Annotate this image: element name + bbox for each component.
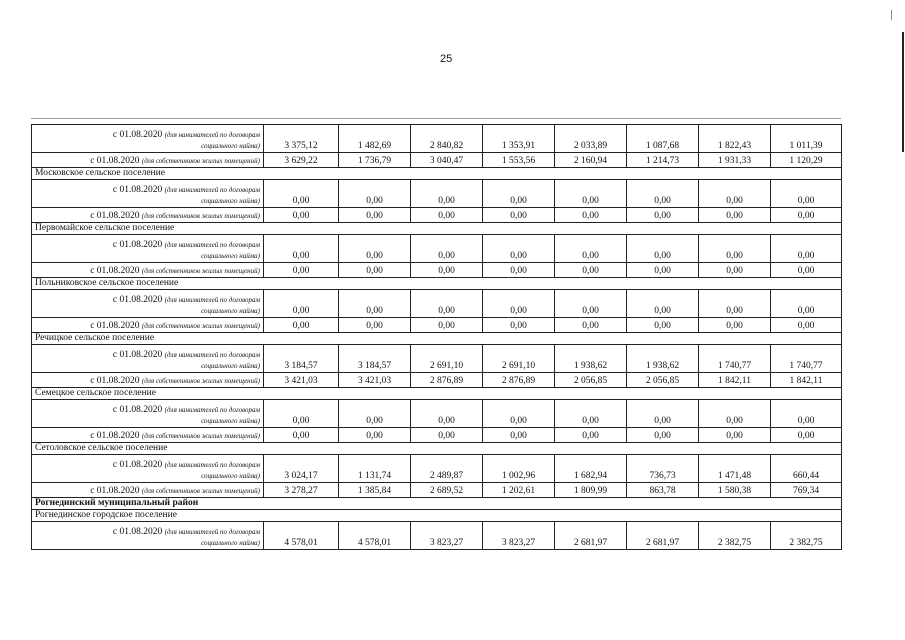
tariff-value: 0,00 (483, 318, 555, 333)
label-note-line1: (для нанимателей по договорам (164, 406, 260, 414)
tariff-value: 0,00 (771, 428, 842, 443)
tenant-tariff-row (32, 290, 842, 318)
district-name: Рогнединский муниципальный район (32, 498, 842, 510)
label-note: (для собственников жилых помещений) (141, 432, 260, 440)
settlement-header-row (32, 510, 842, 522)
tariff-value: 0,00 (699, 400, 771, 428)
settlement-name: Польниковское сельское поселение (32, 278, 842, 290)
settlement-header-row (32, 168, 842, 180)
tariff-value: 0,00 (411, 180, 483, 208)
tariff-value: 863,78 (627, 483, 699, 498)
row-label (32, 153, 264, 168)
settlement-name: Первомайское сельское поселение (32, 223, 842, 235)
label-note-line1: (для нанимателей по договорам (164, 186, 260, 194)
tariff-value: 0,00 (339, 290, 411, 318)
tariff-value: 0,00 (699, 318, 771, 333)
tariff-value: 1 842,11 (771, 373, 842, 388)
label-note-line1: (для нанимателей по договорам (164, 461, 260, 469)
settlement-name: Рогнединское городское поселение (32, 510, 842, 522)
tariff-value: 0,00 (771, 208, 842, 223)
tariff-value: 0,00 (555, 428, 627, 443)
row-label (32, 345, 264, 373)
tariff-value: 0,00 (264, 290, 339, 318)
date-prefix: с 01.08.2020 (112, 460, 163, 470)
label-note: (для собственников жилых помещений) (141, 157, 260, 165)
date-prefix: с 01.08.2020 (112, 527, 163, 537)
row-label (32, 208, 264, 223)
date-prefix: с 01.08.2020 (90, 266, 140, 276)
row-label (32, 428, 264, 443)
tariff-value: 0,00 (411, 400, 483, 428)
label-note-line2: социального найма) (201, 307, 260, 315)
district-header-row (32, 498, 842, 510)
label-note: (для собственников жилых помещений) (141, 267, 260, 275)
tariff-value: 0,00 (411, 235, 483, 263)
tariff-value: 3 278,27 (264, 483, 339, 498)
tariff-value: 0,00 (264, 263, 339, 278)
tariff-value: 0,00 (264, 428, 339, 443)
tariff-value: 3 629,22 (264, 153, 339, 168)
tariff-value: 3 375,12 (264, 125, 339, 153)
label-note-line2: социального найма) (201, 472, 260, 480)
tariff-value: 1 353,91 (483, 125, 555, 153)
label-note-line2: социального найма) (201, 417, 260, 425)
tariff-value: 0,00 (411, 263, 483, 278)
tariff-value: 0,00 (771, 263, 842, 278)
tariff-value: 0,00 (339, 318, 411, 333)
tariff-value: 0,00 (483, 263, 555, 278)
date-prefix: с 01.08.2020 (112, 350, 163, 360)
tariff-value: 2 691,10 (411, 345, 483, 373)
tariff-value: 0,00 (555, 208, 627, 223)
owner-tariff-row (32, 483, 842, 498)
tariff-value: 2 489,87 (411, 455, 483, 483)
tariff-value: 0,00 (339, 180, 411, 208)
tariff-value: 1 120,29 (771, 153, 842, 168)
tariff-value: 0,00 (411, 208, 483, 223)
date-prefix: с 01.08.2020 (112, 295, 163, 305)
table-body (32, 125, 842, 550)
date-prefix: с 01.08.2020 (112, 405, 163, 415)
label-note-line1: (для нанимателей по договорам (164, 131, 260, 139)
tariff-value: 2 876,89 (483, 373, 555, 388)
date-prefix: с 01.08.2020 (112, 185, 163, 195)
tariff-value: 0,00 (771, 180, 842, 208)
tariff-value: 2 056,85 (627, 373, 699, 388)
date-prefix: с 01.08.2020 (90, 376, 140, 386)
tariff-value: 736,73 (627, 455, 699, 483)
date-prefix: с 01.08.2020 (90, 211, 140, 221)
tariff-value: 0,00 (411, 428, 483, 443)
owner-tariff-row (32, 428, 842, 443)
tariff-value: 1 740,77 (771, 345, 842, 373)
tariff-value: 2 681,97 (555, 522, 627, 550)
row-label (32, 290, 264, 318)
label-note: (для собственников жилых помещений) (141, 377, 260, 385)
row-label (32, 318, 264, 333)
tariff-value: 1 202,61 (483, 483, 555, 498)
row-label (32, 483, 264, 498)
tenant-tariff-row (32, 455, 842, 483)
row-label (32, 235, 264, 263)
tenant-tariff-row (32, 345, 842, 373)
tariff-table (31, 124, 842, 550)
tariff-value: 1 553,56 (483, 153, 555, 168)
tariff-value: 3 184,57 (339, 345, 411, 373)
label-note-line2: социального найма) (201, 142, 260, 150)
owner-tariff-row (32, 208, 842, 223)
tariff-value: 0,00 (483, 180, 555, 208)
tariff-value: 1 011,39 (771, 125, 842, 153)
tariff-value: 1 214,73 (627, 153, 699, 168)
tenant-tariff-row (32, 400, 842, 428)
tenant-tariff-row (32, 522, 842, 550)
tariff-value: 0,00 (264, 235, 339, 263)
tariff-value: 1 385,84 (339, 483, 411, 498)
row-label (32, 263, 264, 278)
tariff-value: 1 822,43 (699, 125, 771, 153)
settlement-name: Сетоловское сельское поселение (32, 443, 842, 455)
tariff-value: 0,00 (483, 428, 555, 443)
label-note-line2: социального найма) (201, 539, 260, 547)
tariff-value: 1 736,79 (339, 153, 411, 168)
tariff-value: 0,00 (339, 428, 411, 443)
date-prefix: с 01.08.2020 (112, 130, 163, 140)
label-note: (для собственников жилых помещений) (141, 322, 260, 330)
tariff-value: 2 876,89 (411, 373, 483, 388)
settlement-name: Речицкое сельское поселение (32, 333, 842, 345)
row-label (32, 455, 264, 483)
tariff-value: 3 040,47 (411, 153, 483, 168)
tariff-value: 1 938,62 (627, 345, 699, 373)
settlement-header-row (32, 278, 842, 290)
tenant-tariff-row (32, 235, 842, 263)
tariff-value: 0,00 (771, 400, 842, 428)
tariff-value: 0,00 (627, 263, 699, 278)
tariff-value: 0,00 (627, 400, 699, 428)
label-note-line1: (для нанимателей по договорам (164, 296, 260, 304)
tenant-tariff-row (32, 180, 842, 208)
scan-artifact (891, 10, 892, 20)
tariff-value: 0,00 (555, 290, 627, 318)
tariff-value: 1 842,11 (699, 373, 771, 388)
row-label (32, 522, 264, 550)
date-prefix: с 01.08.2020 (90, 321, 140, 331)
tariff-value: 0,00 (264, 318, 339, 333)
tariff-value: 0,00 (483, 400, 555, 428)
label-note-line1: (для нанимателей по договорам (164, 351, 260, 359)
tariff-value: 3 421,03 (339, 373, 411, 388)
date-prefix: с 01.08.2020 (90, 431, 140, 441)
tariff-value: 1 682,94 (555, 455, 627, 483)
tariff-value: 2 382,75 (699, 522, 771, 550)
tariff-value: 0,00 (627, 318, 699, 333)
row-label (32, 400, 264, 428)
tariff-value: 0,00 (339, 400, 411, 428)
tariff-value: 0,00 (699, 428, 771, 443)
tariff-value: 4 578,01 (264, 522, 339, 550)
label-note: (для собственников жилых помещений) (141, 487, 260, 495)
tariff-value: 2 681,97 (627, 522, 699, 550)
tariff-value: 1 002,96 (483, 455, 555, 483)
tariff-value: 1 471,48 (699, 455, 771, 483)
tariff-value: 0,00 (483, 290, 555, 318)
label-note-line2: социального найма) (201, 252, 260, 260)
tariff-value: 3 024,17 (264, 455, 339, 483)
owner-tariff-row (32, 373, 842, 388)
owner-tariff-row (32, 318, 842, 333)
date-prefix: с 01.08.2020 (90, 486, 140, 496)
tariff-value: 0,00 (555, 235, 627, 263)
tariff-value: 0,00 (627, 235, 699, 263)
settlement-header-row (32, 333, 842, 345)
settlement-header-row (32, 388, 842, 400)
tariff-value: 0,00 (483, 208, 555, 223)
tariff-value: 0,00 (699, 180, 771, 208)
settlement-name: Московское сельское поселение (32, 168, 842, 180)
tariff-value: 1 482,69 (339, 125, 411, 153)
tariff-value: 0,00 (627, 290, 699, 318)
label-note-line1: (для нанимателей по договорам (164, 241, 260, 249)
tariff-value: 2 160,94 (555, 153, 627, 168)
date-prefix: с 01.08.2020 (112, 240, 163, 250)
tariff-value: 0,00 (627, 208, 699, 223)
tariff-value: 3 184,57 (264, 345, 339, 373)
owner-tariff-row (32, 263, 842, 278)
tariff-value: 1 131,74 (339, 455, 411, 483)
label-note-line2: социального найма) (201, 197, 260, 205)
row-label (32, 125, 264, 153)
tariff-value: 1 938,62 (555, 345, 627, 373)
tariff-value: 3 421,03 (264, 373, 339, 388)
tariff-value: 0,00 (699, 208, 771, 223)
tariff-value: 0,00 (771, 235, 842, 263)
tariff-value: 0,00 (339, 263, 411, 278)
tariff-value: 3 823,27 (483, 522, 555, 550)
label-note-line1: (для нанимателей по договорам (164, 528, 260, 536)
tariff-value: 0,00 (555, 180, 627, 208)
tariff-value: 3 823,27 (411, 522, 483, 550)
tariff-value: 2 382,75 (771, 522, 842, 550)
tariff-value: 2 056,85 (555, 373, 627, 388)
tariff-value: 0,00 (264, 180, 339, 208)
settlement-name: Семецкое сельское поселение (32, 388, 842, 400)
label-note: (для собственников жилых помещений) (141, 212, 260, 220)
tariff-value: 1 931,33 (699, 153, 771, 168)
tariff-value: 0,00 (627, 180, 699, 208)
page-number: 25 (440, 53, 453, 65)
tariff-value: 2 840,82 (411, 125, 483, 153)
tariff-value: 2 691,10 (483, 345, 555, 373)
row-label (32, 180, 264, 208)
tariff-value: 0,00 (483, 235, 555, 263)
tariff-value: 0,00 (771, 290, 842, 318)
tariff-value: 0,00 (771, 318, 842, 333)
tariff-value: 1 809,99 (555, 483, 627, 498)
tariff-value: 0,00 (555, 318, 627, 333)
tariff-value: 0,00 (627, 428, 699, 443)
header-rule (31, 118, 841, 119)
tenant-tariff-row (32, 125, 842, 153)
tariff-value: 1 740,77 (699, 345, 771, 373)
tariff-value: 0,00 (264, 208, 339, 223)
settlement-header-row (32, 443, 842, 455)
row-label (32, 373, 264, 388)
date-prefix: с 01.08.2020 (90, 156, 140, 166)
tariff-value: 660,44 (771, 455, 842, 483)
tariff-value: 0,00 (411, 290, 483, 318)
tariff-value: 0,00 (411, 318, 483, 333)
tariff-value: 0,00 (339, 235, 411, 263)
tariff-value: 4 578,01 (339, 522, 411, 550)
tariff-value: 1 087,68 (627, 125, 699, 153)
tariff-value: 0,00 (699, 235, 771, 263)
tariff-value: 0,00 (264, 400, 339, 428)
tariff-value: 2 689,52 (411, 483, 483, 498)
tariff-value: 0,00 (555, 400, 627, 428)
tariff-value: 769,34 (771, 483, 842, 498)
settlement-header-row (32, 223, 842, 235)
scan-edge-mark (902, 32, 904, 152)
tariff-value: 0,00 (699, 263, 771, 278)
tariff-value: 1 580,38 (699, 483, 771, 498)
label-note-line2: социального найма) (201, 362, 260, 370)
owner-tariff-row (32, 153, 842, 168)
tariff-value: 0,00 (339, 208, 411, 223)
tariff-value: 2 033,89 (555, 125, 627, 153)
tariff-value: 0,00 (699, 290, 771, 318)
tariff-value: 0,00 (555, 263, 627, 278)
